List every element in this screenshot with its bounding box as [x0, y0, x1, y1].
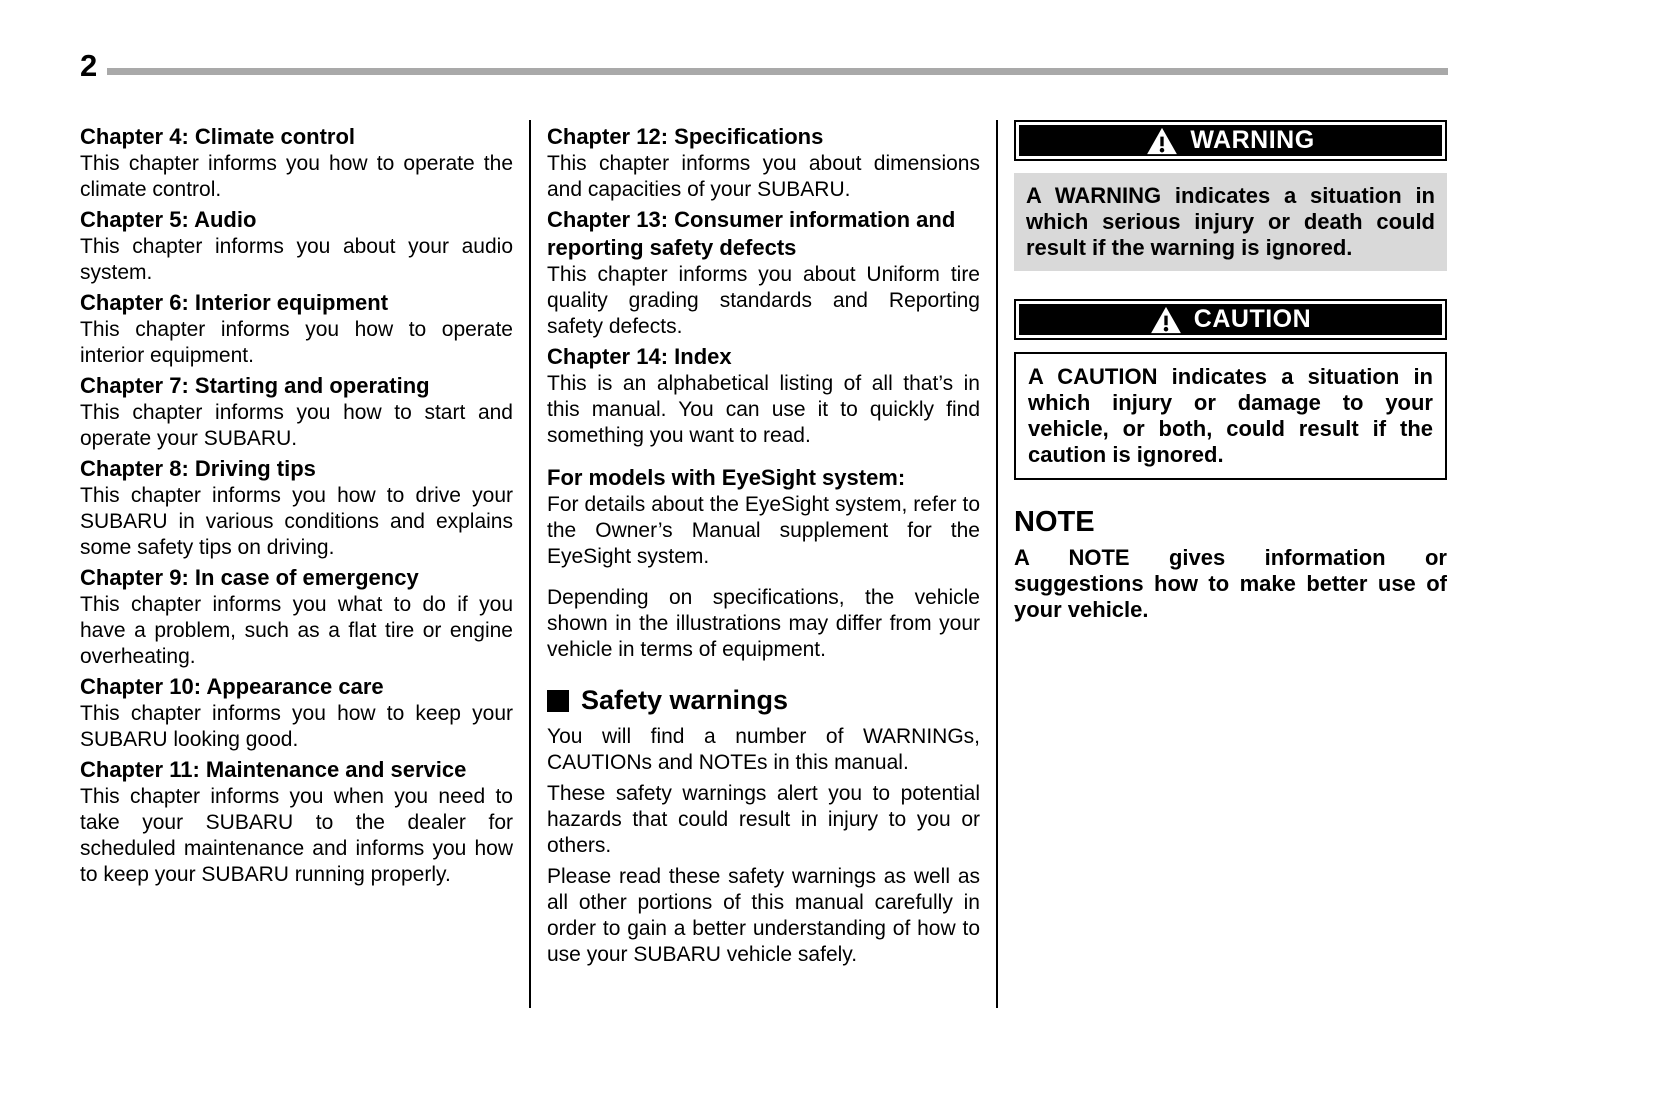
note-title: NOTE [1014, 506, 1095, 538]
chapter-section [80, 673, 513, 753]
caution-body: A CAUTION indicates a situation in which injury or damage to your vehicle, or both, could result if the caution is ignored. [1014, 352, 1447, 480]
chapter-heading: Chapter 8: Driving tips [80, 456, 316, 481]
warning-title: WARNING [1190, 126, 1315, 154]
chapter-section [80, 206, 513, 286]
chapter-section [80, 289, 513, 369]
chapter-section [80, 455, 513, 561]
chapter-body: This chapter informs you about Uniform tire quality grading standards and Reporting safety defects. [547, 263, 980, 338]
chapter-heading: Chapter 13: Consumer information and reporting safety defects [547, 207, 956, 260]
chapter-body: This chapter informs you how to operate interior equipment. [80, 318, 513, 367]
column-divider-left [529, 120, 531, 1008]
chapter-heading: Chapter 10: Appearance care [80, 674, 384, 699]
column-middle [547, 120, 980, 1008]
warning-header-box [1014, 120, 1447, 161]
column-left [80, 120, 513, 1008]
safety-warnings-title: Safety warnings [581, 685, 789, 715]
chapter-body: This chapter informs you how to start and operate your SUBARU. [80, 401, 513, 450]
column-right [1014, 120, 1447, 1008]
safety-paragraph: These safety warnings alert you to potential hazards that could result in injury to you or others. [547, 782, 980, 857]
eyesight-body: For details about the EyeSight system, refer to the Owner’s Manual supplement for the EyeSight system. [547, 493, 980, 568]
caution-triangle-icon [1150, 306, 1182, 334]
warning-triangle-icon [1146, 127, 1178, 155]
eyesight-heading: For models with EyeSight system: [547, 465, 906, 490]
chapter-section [80, 756, 513, 888]
caution-header-box [1014, 299, 1447, 340]
safety-warnings-heading [547, 685, 980, 716]
safety-paragraph: You will find a number of WARNINGs, CAUTIONs and NOTEs in this manual. [547, 725, 980, 774]
chapter-section [547, 206, 980, 340]
chapter-heading: Chapter 14: Index [547, 344, 732, 369]
chapter-body: This is an alphabetical listing of all that’s in this manual. You can use it to quickly find something you want to read. [547, 372, 980, 447]
header-rule [107, 68, 1448, 75]
chapter-body: This chapter informs you when you need to take your SUBARU to the dealer for scheduled maintenance and informs you how to keep your SUBARU running properly. [80, 785, 513, 886]
caution-header-bar [1019, 304, 1442, 335]
chapter-heading: Chapter 11: Maintenance and service [80, 757, 467, 782]
page-number: 2 [80, 48, 98, 83]
chapter-heading: Chapter 6: Interior equipment [80, 290, 389, 315]
caution-title: CAUTION [1193, 305, 1312, 333]
chapter-body: This chapter informs you about dimensions and capacities of your SUBARU. [547, 152, 980, 201]
chapter-body: This chapter informs you how to operate the climate control. [80, 152, 513, 201]
chapter-body: This chapter informs you what to do if you have a problem, such as a flat tire or engine overheating. [80, 593, 513, 668]
chapter-section [80, 564, 513, 670]
square-bullet-icon [547, 690, 569, 712]
chapter-section [80, 123, 513, 203]
warning-body: A WARNING indicates a situation in which serious injury or death could result if the warning is ignored. [1014, 173, 1447, 271]
note-body: A NOTE gives information or suggestions how to make better use of your vehicle. [1014, 545, 1447, 622]
chapter-heading: Chapter 12: Specifications [547, 124, 824, 149]
column-divider-right [996, 120, 998, 1008]
warning-header-bar [1019, 125, 1442, 156]
chapter-section [547, 123, 980, 203]
chapter-section [547, 343, 980, 449]
chapter-heading: Chapter 4: Climate control [80, 124, 356, 149]
eyesight-section [547, 464, 980, 570]
chapter-heading: Chapter 9: In case of emergency [80, 565, 419, 590]
illustration-disclaimer: Depending on specifications, the vehicle shown in the illustrations may differ from your vehicle in terms of equipment. [547, 586, 980, 661]
chapter-heading: Chapter 5: Audio [80, 207, 257, 232]
chapter-heading: Chapter 7: Starting and operating [80, 373, 430, 398]
chapter-section [80, 372, 513, 452]
safety-paragraph: Please read these safety warnings as well as all other portions of this manual carefully in order to gain a better understanding of how to use your SUBARU vehicle safely. [547, 865, 980, 966]
chapter-body: This chapter informs you how to keep your SUBARU looking good. [80, 702, 513, 751]
chapter-body: This chapter informs you about your audio system. [80, 235, 513, 284]
chapter-body: This chapter informs you how to drive your SUBARU in various conditions and explains some safety tips on driving. [80, 484, 513, 559]
content-columns [80, 120, 1448, 1008]
